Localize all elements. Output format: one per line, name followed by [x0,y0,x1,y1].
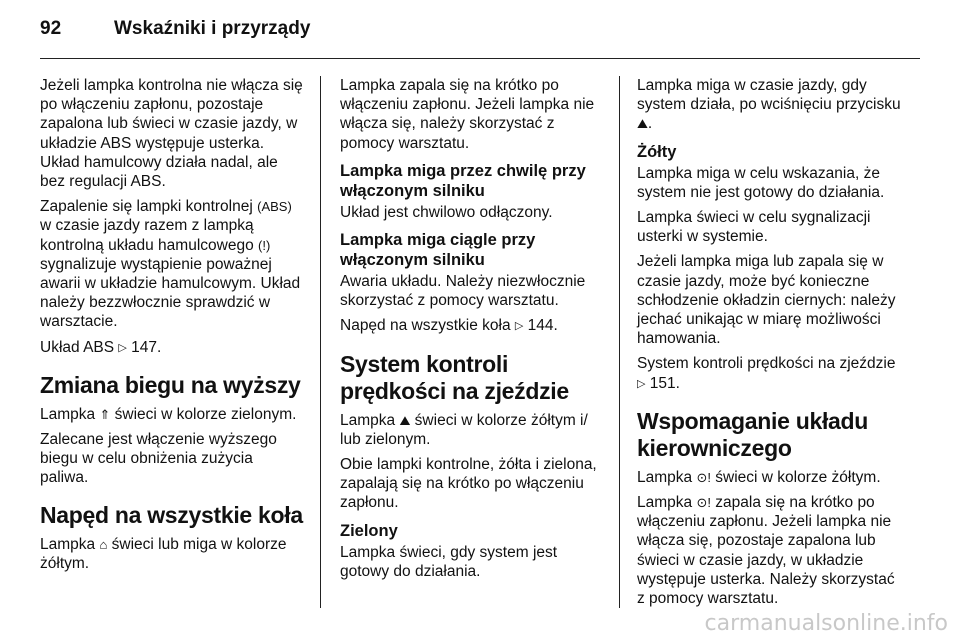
paragraph: Układ ABS ▷ 147. [40,338,305,358]
page-header [40,18,920,52]
paragraph: Zapalenie się lampki kontrolnej (ABS) w czasie jazdy razem z lampką kontrolną układu hamulcowego (!) sygnalizuje wystąpienie poważnej awarii w układzie hamulcowym. Układ należy bezzwłocznie sprawdzić w warsztacie. [40,198,301,331]
paragraph: Lampka ⛰ świeci w kolorze żółtym i/ lub zielonym. [340,411,588,448]
paragraph: Układ jest chwilowo odłączony. [340,203,553,221]
power-steering-icon: ⊙! [696,469,711,485]
paragraph: System kontroli prędkości na zjeździe ▷ 151. [637,354,902,393]
paragraph: Lampka zapala się na krótko po włączeniu zapłonu. Jeżeli lampka nie włącza się, należy skorzystać z pomocy warsztatu. [340,77,595,152]
paragraph: Jeżeli lampka kontrolna nie włącza się po włączeniu zapłonu, pozostaje zapalona lub świeci w czasie jazdy, w układzie ABS występuje usterka. Układ hamulcowy działa nadal, ale bez regulacji ABS. [40,77,303,191]
column-3 [637,76,902,614]
sub-heading: Lampka miga przez chwilę przy włączonym silniku [340,161,586,200]
section-heading: Zmiana biegu na wyższy [40,371,301,398]
paragraph: Lampka ⌂ świeci lub miga w kolorze żółtym. [40,535,287,572]
brake-warning-icon: (!) [258,237,271,253]
descent-control-icon: ⛰ [637,116,648,132]
column-1 [40,76,305,579]
column-divider [619,76,620,608]
paragraph: Obie lampki kontrolne, żółta i zielona, zapalają się na krótko po włączeniu zapłonu. [340,456,597,512]
page-number: 92 [40,18,62,39]
paragraph: Lampka miga w czasie jazdy, gdy system działa, po wciśnięciu przycisku ⛰. [637,77,901,133]
paragraph: Lampka ⇑ świeci w kolorze zielonym. [40,405,297,423]
descent-control-icon: ⛰ [399,412,411,428]
page-reference-arrow-icon: ▷ [118,341,127,354]
paragraph: Zalecane jest włączenie wyższego biegu w celu obniżenia zużycia paliwa. [40,431,277,487]
page-reference-arrow-icon: ▷ [514,320,524,333]
paragraph: Lampka ⊙! świeci w kolorze żółtym. [637,468,881,486]
paragraph: Lampka świeci w celu sygnalizacji usterki w systemie. [637,209,871,246]
section-heading: Napęd na wszystkie koła [40,501,303,528]
sub-heading: Zielony [340,521,398,540]
power-steering-icon: ⊙! [696,495,711,511]
sub-heading: Lampka miga ciągle przy włączonym silniku [340,231,536,270]
abs-warning-icon: (ABS) [257,199,292,215]
page-title: Wskaźniki i przyrządy [114,18,311,39]
column-divider [320,76,321,608]
upshift-icon: ⇑ [99,406,111,422]
sub-heading: Żółty [637,142,677,161]
page-reference-arrow-icon: ▷ [637,377,646,390]
section-heading: Wspomaganie układu kierowniczego [637,407,869,461]
paragraph: Lampka ⊙! zapala się na krótko po włączeniu zapłonu. Jeżeli lampka nie włącza się, pozostaje zapalona lub świeci w czasie jazdy, w układzie występuje usterka. Należy skorzystać z pomocy warsztatu. [637,494,895,608]
header-rule [40,58,920,59]
awd-icon: ⌂ [99,536,108,552]
column-2 [340,76,605,587]
paragraph: Jeżeli lampka miga lub zapala się w czasie jazdy, może być konieczne schłodzenie okładzin ciernych: należy jechać unikając w miarę możliwości hamowania. [637,253,896,348]
watermark: carmanualsonline.info [704,611,948,636]
paragraph: Lampka miga w celu wskazania, że system nie jest gotowy do działania. [637,164,885,201]
paragraph: Awaria układu. Należy niezwłocznie skorzystać z pomocy warsztatu. [340,273,586,310]
paragraph: Lampka świeci, gdy system jest gotowy do działania. [340,543,558,580]
section-heading: System kontroli prędkości na zjeździe [340,350,569,404]
paragraph: Napęd na wszystkie koła ▷ 144. [340,316,605,336]
